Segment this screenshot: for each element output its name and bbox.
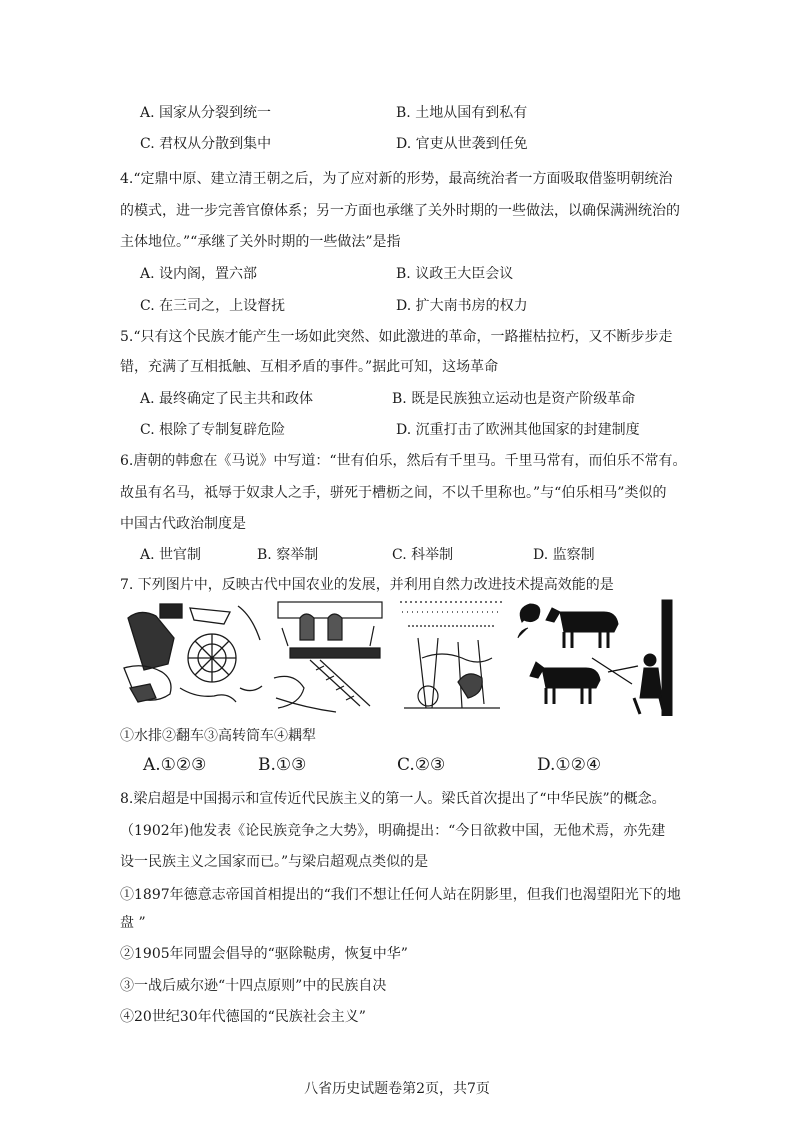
q4-option-c: C. 在三司之，上设督抚 xyxy=(140,298,286,314)
q5-option-a: A. 最终确定了民主共和政体 xyxy=(140,391,314,407)
q6-option-a: A. 世官制 xyxy=(140,547,202,563)
q3-option-c: C. 君权从分散到集中 xyxy=(140,136,272,152)
q5-option-c: C. 根除了专制复辟危险 xyxy=(140,422,286,438)
q3-option-b: B. 土地从国有到私有 xyxy=(396,105,528,121)
q5-option-d: D. 沉重打击了欧洲其他国家的封建制度 xyxy=(396,422,640,438)
q3-option-a: A. 国家从分裂到统一 xyxy=(140,105,272,121)
q6-option-c: C. 科举制 xyxy=(392,547,454,563)
q7-picture-labels: ①水排②翻车③高转筒车④耦犁 xyxy=(120,728,316,744)
q7-option-a: A.①②③ xyxy=(143,755,207,775)
q4-option-d: D. 扩大南书房的权力 xyxy=(396,298,528,314)
ox-plough-illustration xyxy=(512,598,675,716)
q7-option-b: B.①③ xyxy=(258,755,307,775)
q8-item-1-line2: 盘 ” xyxy=(120,915,146,931)
water-bellows-illustration xyxy=(120,598,265,716)
q5-option-b: B. 既是民族独立运动也是资产阶级革命 xyxy=(392,391,636,407)
q8-item-2: ②1905年同盟会倡导的“驱除鞑虏，恢复中华” xyxy=(120,946,408,962)
q6-stem-line2: 故虽有名马，祗辱于奴隶人之手，骈死于槽枥之间，不以千里称也。”与“伯乐相马”类似的 xyxy=(120,485,667,501)
q7-option-d: D.①②④ xyxy=(537,755,602,775)
q6-stem-line3: 中国古代政治制度是 xyxy=(120,516,246,532)
q8-item-1-line1: ①1897年德意志帝国首相提出的“我们不想让任何人站在阴影里，但我们也渴望阳光下的地 xyxy=(120,887,681,903)
q6-stem-line1: 6.唐朝的韩愈在《马说》中写道：“世有伯乐，然后有千里马。千里马常有，而伯乐不常有。 xyxy=(120,453,687,469)
q4-stem-line1: 4.“定鼎中原、建立清王朝之后，为了应对新的形势，最高统治者一方面吸取借鉴明朝统治 xyxy=(120,171,673,187)
q6-option-d: D. 监察制 xyxy=(533,547,595,563)
q4-stem-line2: 的模式，进一步完善官僚体系；另一方面也承继了关外时期的一些做法，以确保满洲统治的 xyxy=(120,203,680,219)
q7-option-c: C.②③ xyxy=(397,755,446,775)
square-pallet-chain-pump-illustration xyxy=(270,598,392,716)
q3-option-d: D. 官吏从世袭到任免 xyxy=(396,136,528,152)
q4-option-b: B. 议政王大臣会议 xyxy=(396,266,514,282)
high-rotary-tube-wheel-illustration xyxy=(398,598,506,716)
q5-stem-line2: 错，充满了互相抵触、互相矛盾的事件。”据此可知，这场革命 xyxy=(120,359,499,375)
q8-stem-line2: （1902年)他发表《论民族竞争之大势》，明确提出：“今日欲救中国，无他术焉，亦先建 xyxy=(120,823,666,839)
q8-item-4: ④20世纪30年代德国的“民族社会主义” xyxy=(120,1009,366,1025)
q8-stem-line1: 8.梁启超是中国揭示和宣传近代民族主义的第一人。梁氏首次提出了“中华民族”的概念。 xyxy=(120,791,666,807)
q4-stem-line3: 主体地位。”“承继了关外时期的一些做法”是指 xyxy=(120,234,401,250)
q7-stem: 7. 下列图片中，反映古代中国农业的发展，并利用自然力改进技术提高效能的是 xyxy=(120,577,614,593)
q8-item-3: ③一战后威尔逊“十四点原则”中的民族自决 xyxy=(120,978,387,994)
q4-option-a: A. 设内阁，置六部 xyxy=(140,266,258,282)
q5-stem-line1: 5.“只有这个民族才能产生一场如此突然、如此激进的革命，一路摧枯拉朽，又不断步步走 xyxy=(120,329,673,345)
q8-stem-line3: 设一民族主义之国家而已。”与梁启超观点类似的是 xyxy=(120,854,429,870)
q6-option-b: B. 察举制 xyxy=(257,547,319,563)
page-footer: 八省历史试题卷第2页，共7页 xyxy=(304,1081,490,1097)
